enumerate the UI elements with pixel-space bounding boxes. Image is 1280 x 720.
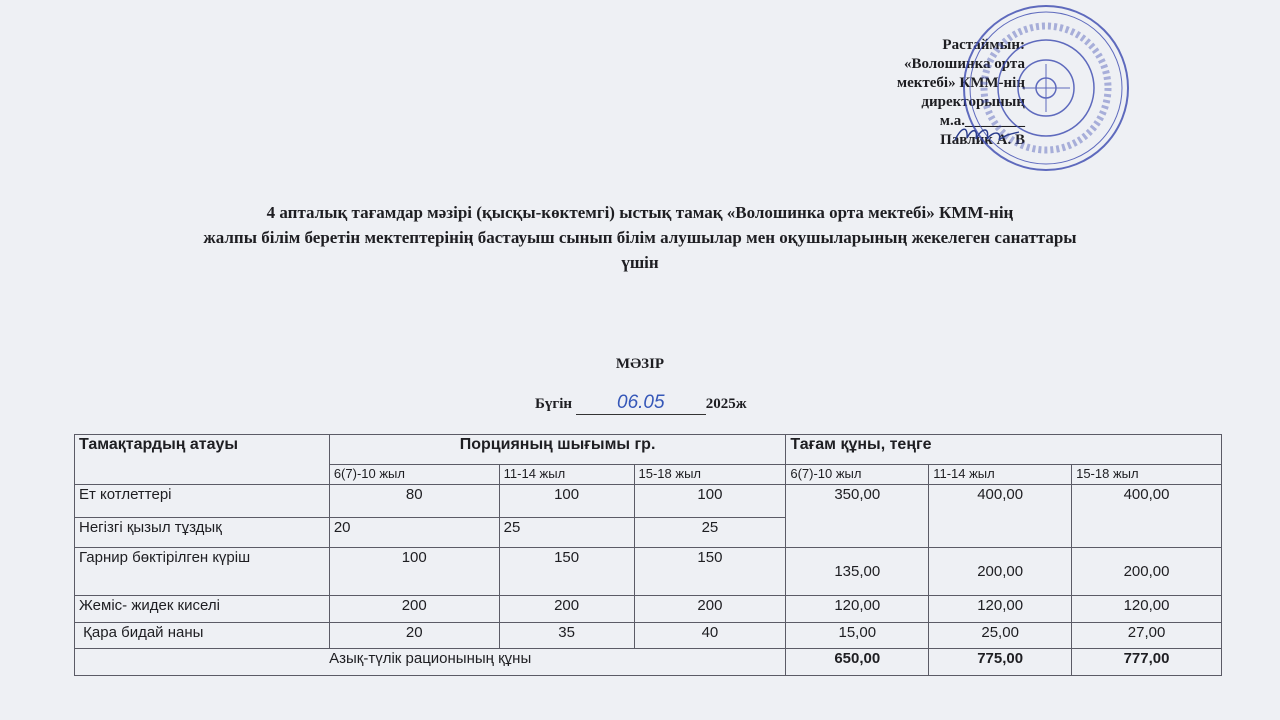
dish-name: Қара бидай наны <box>75 623 330 649</box>
cost-cell: 200,00 <box>1072 548 1222 596</box>
cost-cell: 120,00 <box>929 596 1072 623</box>
portion-cell: 80 <box>329 485 499 518</box>
header-portion: Порцияның шығымы гр. <box>329 435 786 465</box>
portion-cell: 100 <box>499 485 634 518</box>
cost-cell: 25,00 <box>929 623 1072 649</box>
cost-cell: 120,00 <box>1072 596 1222 623</box>
header-dish-name: Тамақтардың атауы <box>75 435 330 485</box>
approval-line: «Волошинка орта <box>903 56 1025 72</box>
table-row <box>75 623 1222 649</box>
header-age: 6(7)-10 жыл <box>786 465 929 485</box>
dish-name: Ет котлеттері <box>75 485 330 518</box>
document-title <box>40 200 1240 275</box>
date-suffix: 2025ж <box>705 396 747 412</box>
official-stamp-icon <box>960 2 1132 174</box>
date-prefix: Бүгін <box>535 396 573 412</box>
portion-cell: 100 <box>634 485 786 518</box>
header-age: 11-14 жыл <box>499 465 634 485</box>
cost-cell: 400,00 <box>1072 485 1222 548</box>
portion-cell: 200 <box>634 596 786 623</box>
total-label: Азық-түлік рационының құны <box>75 649 786 676</box>
approval-line: Растаймын: <box>942 37 1025 53</box>
portion-cell: 200 <box>499 596 634 623</box>
portion-cell: 200 <box>329 596 499 623</box>
cost-cell: 200,00 <box>929 548 1072 596</box>
total-value: 775,00 <box>929 649 1072 676</box>
header-age: 15-18 жыл <box>1072 465 1222 485</box>
header-cost: Тағам құны, теңге <box>786 435 1222 465</box>
approval-line: Павлик А. В <box>940 132 1025 148</box>
cost-cell: 27,00 <box>1072 623 1222 649</box>
total-value: 650,00 <box>786 649 929 676</box>
cost-cell: 135,00 <box>786 548 929 596</box>
cost-cell: 400,00 <box>929 485 1072 548</box>
portion-cell: 100 <box>329 548 499 596</box>
signature-icon <box>952 122 1022 146</box>
cost-cell: 120,00 <box>786 596 929 623</box>
portion-cell: 150 <box>499 548 634 596</box>
portion-cell: 25 <box>634 518 786 548</box>
total-value: 777,00 <box>1072 649 1222 676</box>
portion-cell: 25 <box>499 518 634 548</box>
cost-cell: 15,00 <box>786 623 929 649</box>
cost-cell: 350,00 <box>786 485 929 548</box>
table-row <box>75 548 1222 596</box>
menu-table <box>74 434 1222 676</box>
handwritten-date: 06.05 <box>576 396 706 415</box>
header-age: 6(7)-10 жыл <box>329 465 499 485</box>
title-line: 4 апталық тағамдар мәзірі (қысқы-көктемгі) ыстық тамақ «Волошинка орта мектебі» КММ-нің <box>266 203 1014 222</box>
portion-cell: 35 <box>499 623 634 649</box>
approval-line: м.а.________ <box>939 113 1025 129</box>
portion-cell: 40 <box>634 623 786 649</box>
date-line <box>535 392 747 415</box>
dish-name: Гарнир бөктірілген күріш <box>75 548 330 596</box>
total-row <box>75 649 1222 676</box>
header-age: 15-18 жыл <box>634 465 786 485</box>
approval-line: директорының <box>921 94 1025 110</box>
table-row <box>75 485 1222 518</box>
title-line: үшін <box>621 253 659 272</box>
approval-line: мектебі» КММ-нің <box>896 75 1025 91</box>
header-age: 11-14 жыл <box>929 465 1072 485</box>
title-line: жалпы білім беретін мектептерінің бастауыш сынып білім алушылар мен оқушыларының жекелеген санаттары <box>203 228 1077 247</box>
menu-heading: МӘЗІР <box>615 356 665 372</box>
dish-name: Жеміс- жидек киселі <box>75 596 330 623</box>
portion-cell: 20 <box>329 623 499 649</box>
dish-name: Негізгі қызыл тұздық <box>75 518 330 548</box>
portion-cell: 20 <box>329 518 499 548</box>
acting-label: м.а. <box>939 113 965 129</box>
portion-cell: 150 <box>634 548 786 596</box>
table-row <box>75 596 1222 623</box>
